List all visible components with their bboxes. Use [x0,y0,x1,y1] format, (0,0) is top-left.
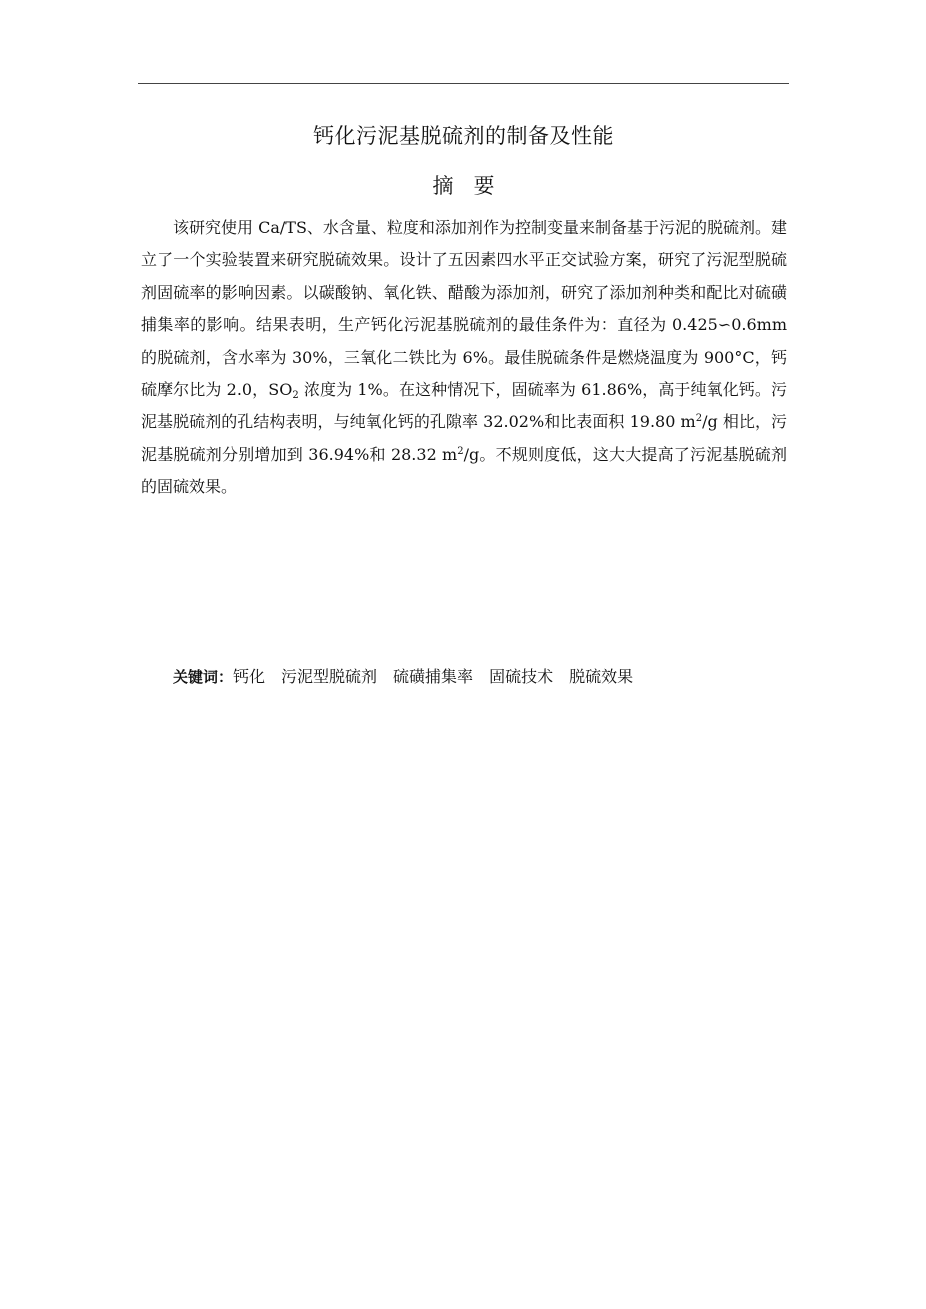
so2-subscript: 2 [292,390,299,402]
keyword-item: 固硫技术 [489,667,554,686]
abstract-body [141,212,787,504]
abstract-text-part-3: /g 相比，污泥基脱硫剂分别增加到 36.94%和 28.32 m [141,412,787,464]
keywords-label: 关键词： [173,668,234,686]
keyword-item: 污泥型脱硫剂 [281,667,378,686]
keyword-item: 钙化 [233,667,266,686]
header-rule [138,83,789,84]
abstract-text-part-4: /g。不规则度低，这大大提高了污泥基脱硫剂的固硫效果。 [141,444,787,497]
abstract-text-part-2: 浓度为 1%。在这种情况下，固硫率为 61.86%，高于纯氧化钙。污泥基脱硫剂的孔结构表明，与纯氧化钙的孔隙率 32.02%和比表面积 19.80 m [141,380,787,432]
unit-superscript-1: 2 [695,413,703,425]
unit-superscript-2: 2 [457,445,464,457]
keywords-line [173,664,793,690]
abstract-heading: 摘要 [432,174,515,198]
page-title: 钙化污泥基脱硫剂的制备及性能 [313,124,614,148]
keyword-item: 脱硫效果 [569,667,634,686]
keyword-item: 硫磺捕集率 [393,667,474,686]
abstract-text-part-1: 该研究使用 Ca/TS、水含量、粒度和添加剂作为控制变量来制备基于污泥的脱硫剂。建立了一个实验装置来研究脱硫效果。设计了五因素四水平正交试验方案，研究了污泥型脱硫剂固硫率的影响因素。以碳酸钠、氧化铁、醋酸为添加剂，研究了添加剂种类和配比对硫磺捕集率的影响。结果表明，生产钙化污泥基脱硫剂的最佳条件为：直径为 0.425∽0.6mm 的脱硫剂，含水率为 30%，三氧化二铁比为 6%。最佳脱硫条件是燃烧温度为 900°C，钙硫摩尔比为 2.0，SO [141,218,787,400]
